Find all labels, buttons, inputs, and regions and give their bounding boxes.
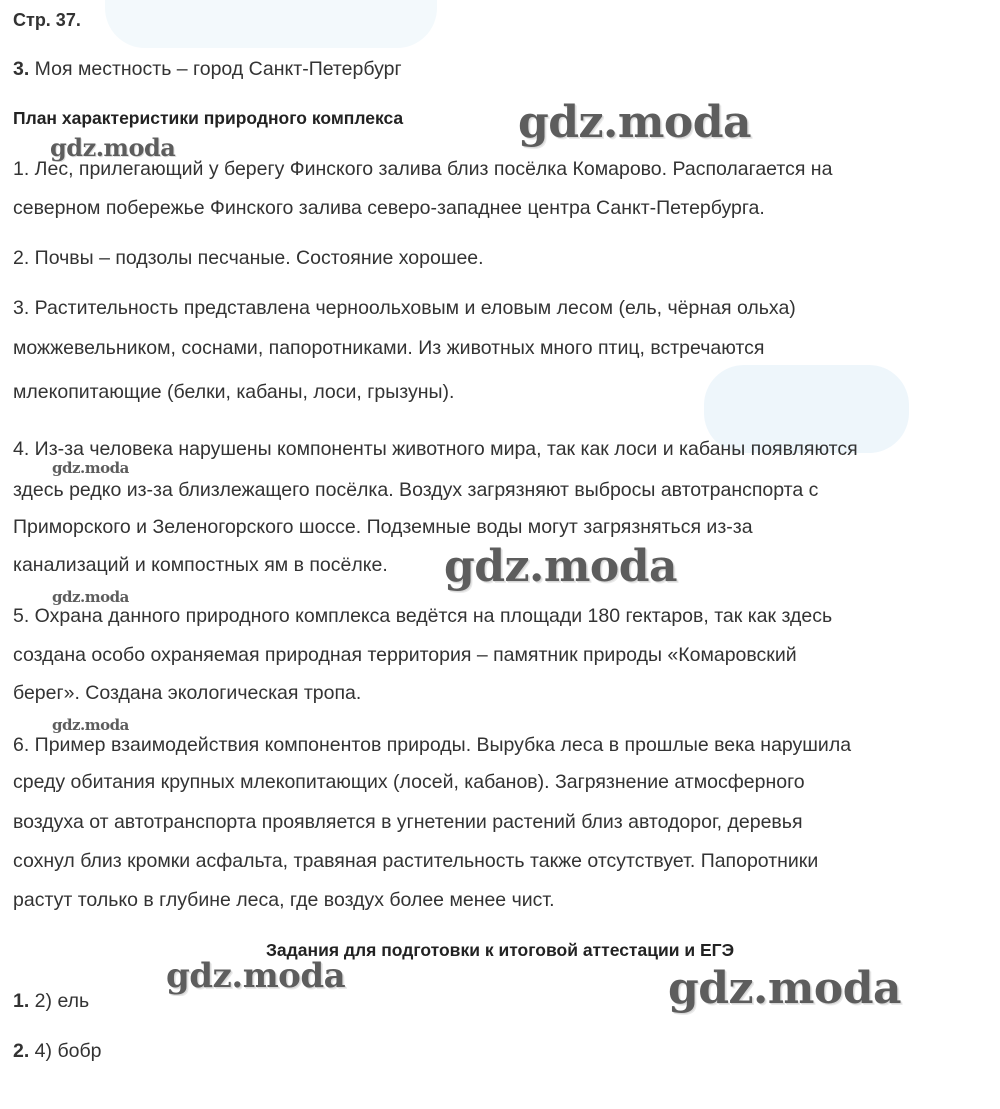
page-label: Стр. 37. [13, 10, 81, 30]
watermark-logo: gdz.moda [50, 133, 176, 162]
paragraph-6-line-3: воздуха от автотранспорта проявляется в угнетении растений близ автодорог, деревья [13, 811, 803, 833]
watermark-logo: gdz.moda [444, 541, 678, 592]
task-3-text: Моя местность – город Санкт-Петербург [29, 58, 402, 80]
paragraph-3-line-2: можжевельником, соснами, папоротниками. Из животных много птиц, встречаются [13, 337, 765, 359]
paragraph-6-line-4: сохнул близ кромки асфальта, травяная растительность также отсутствует. Папоротники [13, 850, 819, 872]
paragraph-3-line-1: 3. Растительность представлена черноольховым и еловым лесом (ель, чёрная ольха) [13, 297, 796, 319]
answer-2-number: 2. [13, 1040, 30, 1062]
paragraph-6-line-1: 6. Пример взаимодействия компонентов природы. Вырубка леса в прошлые века нарушила [13, 734, 852, 756]
paragraph-6-line-5: растут только в глубине леса, где воздух более менее чист. [13, 889, 555, 911]
watermark-logo: gdz.moda [518, 97, 752, 148]
paragraph-1-line-1: 1. Лес, прилегающий у берегу Финского залива близ посёлка Комарово. Располагается на [13, 158, 833, 180]
paragraph-5-line-3: берег». Создана экологическая тропа. [13, 682, 362, 704]
paragraph-2-line-1: 2. Почвы – подзолы песчаные. Состояние хорошее. [13, 247, 484, 269]
paragraph-1-line-2: северном побережье Финского залива северо-западнее центра Санкт-Петербурга. [13, 197, 765, 219]
watermark-logo: gdz.moda [52, 588, 129, 606]
paragraph-4-line-3: Приморского и Зеленогорского шоссе. Подземные воды могут загрязняться из-за [13, 516, 753, 538]
paragraph-4-line-2: здесь редко из-за близлежащего посёлка. Воздух загрязняют выбросы автотранспорта с [13, 479, 819, 501]
paragraph-5-line-2: создана особо охраняемая природная территория – памятник природы «Комаровский [13, 644, 797, 666]
task-3-number: 3. [13, 58, 30, 80]
answer-1 [13, 989, 89, 1013]
paragraph-4-line-1: 4. Из-за человека нарушены компоненты животного мира, так как лоси и кабаны появляются [13, 438, 858, 460]
exam-heading: Задания для подготовки к итоговой аттестации и ЕГЭ [265, 940, 735, 960]
background-highlight-top [105, 0, 437, 48]
watermark-logo: gdz.moda [52, 459, 129, 477]
paragraph-4-line-4: канализаций и компостных ям в посёлке. [13, 554, 388, 576]
answer-1-text: 2) ель [29, 990, 90, 1012]
watermark-logo: gdz.moda [668, 963, 902, 1014]
answer-1-number: 1. [13, 990, 30, 1012]
paragraph-5-line-1: 5. Охрана данного природного комплекса ведётся на площади 180 гектаров, так как здесь [13, 605, 833, 627]
answer-2 [13, 1039, 101, 1063]
answer-2-text: 4) бобр [29, 1040, 102, 1062]
plan-heading: План характеристики природного комплекса [13, 108, 404, 128]
watermark-logo: gdz.moda [52, 716, 129, 734]
task-3-line [13, 57, 402, 81]
paragraph-6-line-2: среду обитания крупных млекопитающих (лосей, кабанов). Загрязнение атмосферного [13, 771, 805, 793]
watermark-logo: gdz.moda [166, 956, 346, 996]
paragraph-3-line-3: млекопитающие (белки, кабаны, лоси, грызуны). [13, 381, 455, 403]
